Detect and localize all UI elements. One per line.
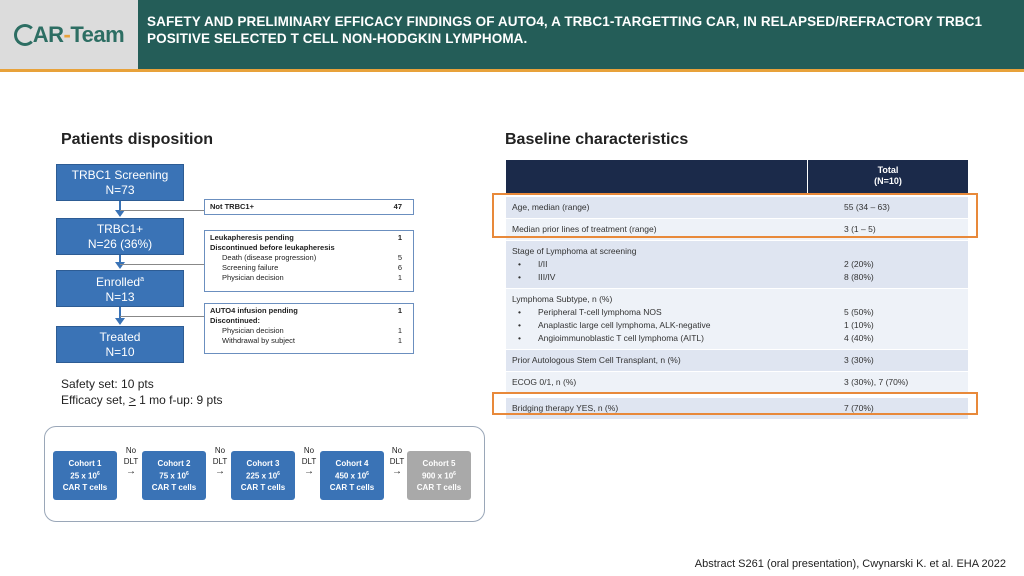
cohort-3-box [231,451,295,500]
cohort-unit: CAR T cells [416,482,462,492]
efficacy-set-text [61,392,223,408]
right-arrow-icon: → [126,466,136,477]
safety-set-text: Safety set: 10 pts [61,377,154,391]
row-value [808,241,968,288]
row-value [808,289,968,349]
exclusion-count: 5 [397,253,402,262]
exclusion-label: Death (disease progression) [222,253,317,262]
flow-box-screening [56,164,184,201]
exclusion-count: 1 [397,336,402,345]
logo-text-tail: Team [70,21,125,47]
exclusion-count: 1 [397,233,402,242]
table-row [506,288,968,349]
flow-box-line2: N=13 [105,290,135,304]
table-header-blank [506,160,808,193]
cohort-name: Cohort 5 [422,459,456,469]
exclusion-count: 6 [397,263,402,272]
cohort-dose: 450 x 10 [335,471,367,481]
logo-c-mark-icon [14,24,36,46]
row-label: Age, median (range) [512,202,590,212]
no-dlt-line2: DLT [389,457,405,466]
efficacy-set-ge: > [128,393,136,407]
row-bullet-label: • I/II [512,258,802,271]
citation-footer: Abstract S261 (oral presentation), Cwynarski K. et al. EHA 2022 [694,558,1006,570]
no-dlt-line2: DLT [301,457,317,466]
row-group-label: Stage of Lymphoma at screening [512,246,637,256]
no-dlt-label [119,445,143,477]
table-header-total [808,160,968,193]
row-bullet-label: • III/IV [512,271,802,284]
no-dlt-line2: DLT [123,457,139,466]
row-bullet-label: • Peripheral T-cell lymphoma NOS [512,306,802,319]
slide-title: SAFETY AND PRELIMINARY EFFICACY FINDINGS OF AUTO4, A TRBC1-TARGETTING CAR, IN RELAPSED/REFRACTORY TRBC1 POSITIVE SELECTED T CELL NON-HODGKIN LYMPHOMA. [138,0,1024,69]
no-dlt-label [385,445,409,477]
cohort-unit: CAR T cells [62,482,108,492]
row-bullet-label: • Angioimmunoblastic T cell lymphoma (AITL) [512,332,802,345]
flow-arrow-icon [115,210,125,217]
cohort-5-box [407,451,471,500]
exclusion-label: Physician decision [222,273,284,282]
row-value: 55 (34 – 63) [844,202,890,212]
logo-text-sep: - [63,21,71,47]
cohort-4-box [320,451,384,500]
no-dlt-line1: No [214,446,226,455]
highlight-box [492,193,978,238]
highlight-box [492,392,978,415]
exclusion-label: Discontinued before leukapheresis [210,243,335,252]
row-bullet-value: 5 (50%) [844,307,874,317]
car-team-logo [14,22,124,48]
cohort-name: Cohort 3 [246,459,280,469]
row-bullet-label: • Anaplastic large cell lymphoma, ALK-negative [512,319,802,332]
cohort-1-box [53,451,117,500]
row-bullet-value: 2 (20%) [844,259,874,269]
logo-box [0,0,138,69]
flow-box-line1: TRBC1+ [96,221,144,236]
cohort-name: Cohort 2 [157,459,191,469]
exclusion-count [402,316,408,326]
cohort-dose-exp: 6 [453,471,456,478]
baseline-title: Baseline characteristics [505,131,689,148]
row-value: 3 (1 – 5) [844,224,876,234]
no-dlt-line1: No [303,446,315,455]
exclusion-label: Physician decision [222,326,284,335]
exclusion-connector [120,264,204,265]
exclusion-label: AUTO4 infusion pending [210,306,298,315]
analysis-sets [61,376,223,408]
flow-box-trbc1-positive [56,218,184,255]
row-label [506,241,808,288]
exclusion-count [402,243,408,253]
no-dlt-line1: No [125,446,137,455]
flow-arrow-icon [115,318,125,325]
exclusion-box-not-trbc1 [204,199,414,215]
row-label: Prior Autologous Stem Cell Transplant, n (%) [512,355,681,365]
row-label: ECOG 0/1, n (%) [512,377,577,387]
cohort-name: Cohort 1 [68,459,102,469]
row-label: Bridging therapy YES, n (%) [512,403,619,413]
exclusion-box-post-enrolment [204,303,414,354]
exclusion-box-pre-enrolment [204,230,414,292]
flow-box-line2: N=10 [105,344,135,359]
cohort-dose-exp: 6 [96,471,100,478]
right-arrow-icon: → [215,466,225,477]
table-row [506,349,968,371]
cohort-unit: CAR T cells [329,482,375,492]
exclusion-label: Discontinued: [210,316,260,325]
exclusion-label: Leukapheresis pending [210,233,294,242]
cohort-dose: 900 x 10 [422,471,454,481]
table-row [506,371,968,393]
flow-box-line1: Enrolled [96,275,141,289]
row-bullet-value: 4 (40%) [844,333,874,343]
exclusion-connector [120,210,204,211]
no-dlt-line1: No [391,446,403,455]
flow-box-line2: N=73 [105,182,135,197]
cohort-dose-exp: 6 [277,471,280,478]
exclusion-count: 47 [393,202,402,211]
flow-box-line1: TRBC1 Screening [71,167,169,182]
slide-header [0,0,1024,72]
disposition-title: Patients disposition [61,131,214,148]
flow-box-line2: N=26 (36%) [87,236,153,251]
efficacy-set-pre: Efficacy set, [61,393,129,407]
exclusion-label: Screening failure [222,263,279,272]
exclusion-label: Not TRBC1+ [210,202,254,211]
row-label [506,289,808,349]
table-row [506,240,968,288]
exclusion-count: 1 [397,326,402,335]
exclusion-label: Withdrawal by subject [222,336,295,345]
logo-text-main: AR [32,21,64,47]
flow-box-enrolled [56,270,184,307]
no-dlt-line2: DLT [212,457,228,466]
cohort-dose-exp: 6 [366,471,369,478]
dose-escalation-panel [44,426,485,522]
cohort-dose: 75 x 10 [159,471,186,481]
row-label: Median prior lines of treatment (range) [512,224,657,234]
exclusion-count: 1 [397,306,402,315]
row-value: 3 (30%), 7 (70%) [844,377,909,387]
efficacy-set-post: 1 mo f-up: 9 pts [135,393,223,407]
flow-box-line1: Treated [99,329,141,344]
cohort-dose: 225 x 10 [246,471,278,481]
header-total-label: Total [877,165,899,175]
row-bullet-value: 8 (80%) [844,272,874,282]
header-n-label: (N=10) [874,176,902,186]
row-bullet-value: 1 (10%) [844,320,874,330]
row-value: 3 (30%) [844,355,874,365]
right-arrow-icon: → [392,466,402,477]
cohort-dose-exp: 6 [185,471,189,478]
no-dlt-label [297,445,321,477]
cohort-2-box [142,451,206,500]
cohort-name: Cohort 4 [335,459,369,469]
exclusion-count: 1 [397,273,402,282]
right-arrow-icon: → [304,466,314,477]
cohort-unit: CAR T cells [240,482,286,492]
flow-box-footnote-mark: a [140,276,144,283]
no-dlt-label [208,445,232,477]
row-group-label: Lymphoma Subtype, n (%) [512,294,613,304]
row-value: 7 (70%) [844,403,874,413]
flow-box-treated [56,326,184,363]
cohort-unit: CAR T cells [151,482,197,492]
table-header [506,160,968,193]
cohort-dose: 25 x 10 [70,471,97,481]
exclusion-connector [120,316,204,317]
